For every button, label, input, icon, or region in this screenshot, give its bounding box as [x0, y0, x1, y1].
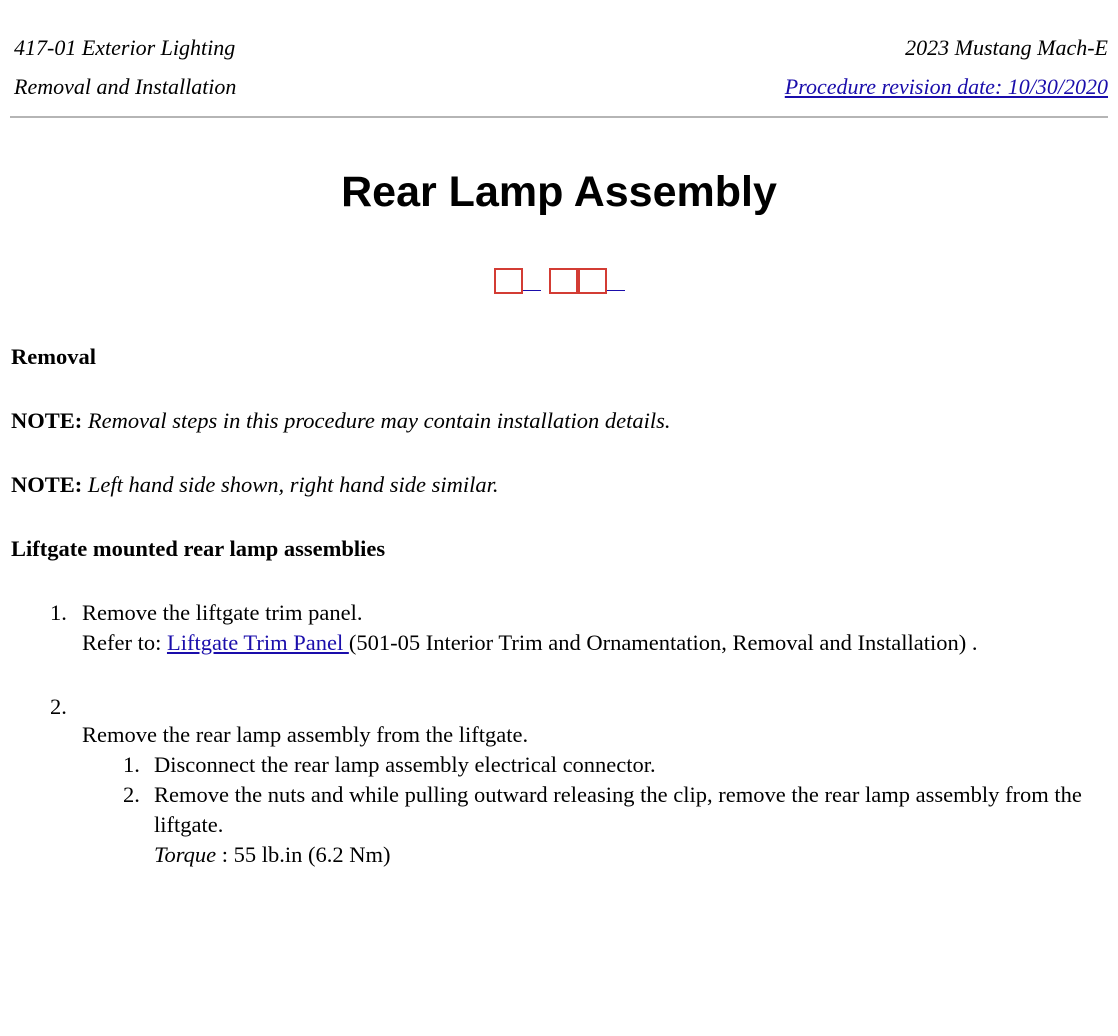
- substep-number: 1.: [123, 752, 140, 777]
- reference-prefix: Refer to:: [82, 630, 167, 655]
- liftgate-trim-panel-link[interactable]: Liftgate Trim Panel: [166, 630, 349, 655]
- section-title: 417-01 Exterior Lighting: [14, 35, 236, 60]
- substep-text: Disconnect the rear lamp assembly electrical connector.: [154, 752, 656, 777]
- reference-suffix: (501-05 Interior Trim and Ornamentation, Removal and Installation) .: [348, 630, 978, 655]
- removal-heading: Removal: [11, 344, 96, 369]
- torque-value: : 55 lb.in (6.2 Nm): [216, 842, 391, 867]
- note-text: Left hand side shown, right hand side similar.: [87, 472, 499, 497]
- image-link-underline[interactable]: [523, 268, 541, 291]
- procedure-content: [11, 342, 1106, 904]
- step-number: 2.: [50, 694, 67, 719]
- step-2: [11, 692, 1106, 870]
- broken-image-icon[interactable]: [578, 268, 607, 294]
- substep-2: [82, 780, 1106, 870]
- step-text: Remove the liftgate trim panel.: [82, 600, 363, 625]
- step-number: 1.: [50, 600, 67, 625]
- note-text: Removal steps in this procedure may contain installation details.: [87, 408, 671, 433]
- page-title: Rear Lamp Assembly: [341, 168, 777, 216]
- steps-list: [11, 598, 1106, 870]
- revision-date-link[interactable]: Procedure revision date: 10/30/2020: [784, 74, 1108, 99]
- liftgate-subheading: Liftgate mounted rear lamp assemblies: [11, 536, 386, 561]
- note-1: [11, 406, 1106, 436]
- step-reference: [82, 628, 1106, 658]
- substep-number: 2.: [123, 782, 140, 807]
- header-right: [785, 28, 1108, 106]
- document-type: Removal and Installation: [14, 74, 237, 99]
- substep-text: Remove the nuts and while pulling outward releasing the clip, remove the rear lamp assembly from the liftgate.: [154, 782, 1082, 837]
- substeps-list: [82, 750, 1106, 870]
- image-link-underline[interactable]: [607, 268, 625, 291]
- step-text: Remove the rear lamp assembly from the liftgate.: [82, 722, 529, 747]
- torque-spec: [154, 840, 1106, 870]
- vehicle-name: 2023 Mustang Mach-E: [905, 35, 1108, 60]
- header-left: [14, 28, 236, 106]
- note-label: NOTE:: [11, 408, 83, 433]
- substep-1: [82, 750, 1106, 780]
- note-2: [11, 470, 1106, 500]
- header-divider: [10, 116, 1108, 118]
- step-1: [11, 598, 1106, 658]
- broken-image-icon[interactable]: [549, 268, 578, 294]
- note-label: NOTE:: [11, 472, 83, 497]
- broken-image-icon[interactable]: [494, 268, 523, 294]
- image-placeholders: [0, 268, 1118, 294]
- torque-label: Torque: [154, 842, 217, 867]
